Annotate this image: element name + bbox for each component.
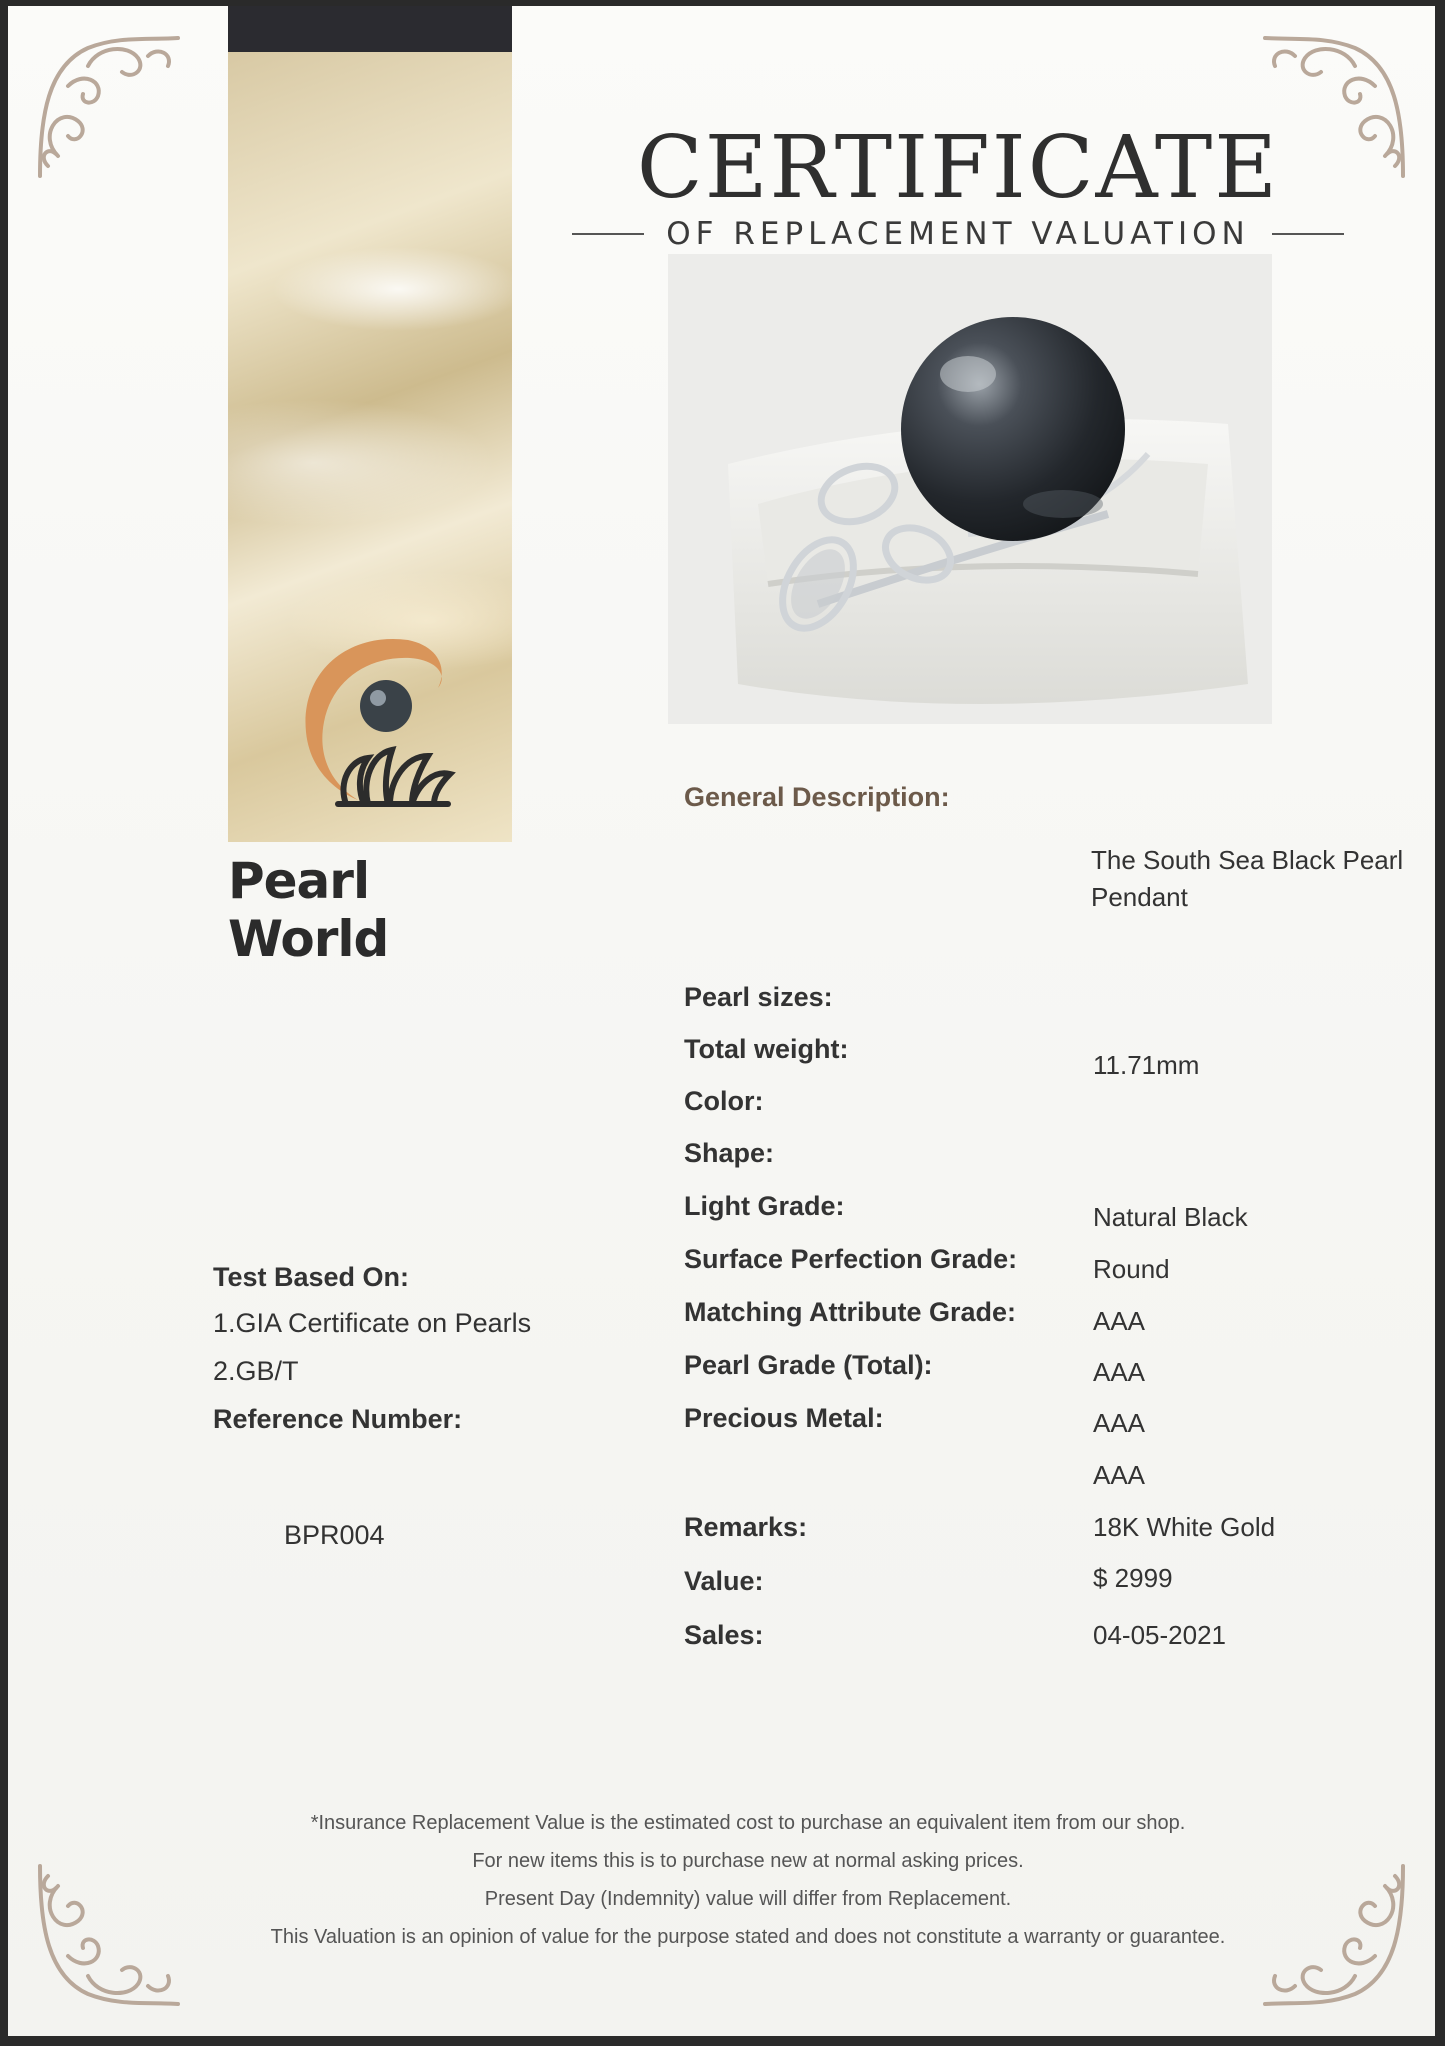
label-pearl-grade-total: Pearl Grade (Total): [684,1350,933,1380]
certificate-subtitle: OF REPLACEMENT VALUATION [666,216,1250,252]
pearl-world-logo-icon [288,632,458,822]
label-value: Value: [684,1566,764,1596]
divider [1272,233,1344,235]
label-color: Color: [684,1086,764,1116]
value-color: Natural Black [1093,1202,1248,1232]
value-grade-4: AAA [1093,1460,1146,1490]
label-light-grade: Light Grade: [684,1191,845,1221]
general-description-heading: General Description: [684,782,950,812]
label-surface-grade: Surface Perfection Grade: [684,1244,1018,1274]
certificate-page [8,6,1435,2036]
reference-number-heading: Reference Number: [213,1404,463,1434]
label-precious-metal: Precious Metal: [684,1403,884,1433]
test-item-1: 1.GIA Certificate on Pearls [213,1308,532,1338]
label-total-weight: Total weight: [684,1034,849,1064]
disclaimer [158,1804,1338,1956]
product-photo [668,254,1272,724]
value-metal: 18K White Gold [1093,1512,1276,1542]
disclaimer-line: *Insurance Replacement Value is the estimated cost to purchase an equivalent item from our shop. [310,1812,1186,1834]
label-sales: Sales: [684,1620,764,1650]
label-shape: Shape: [684,1138,775,1168]
general-description-text: The South Sea Black Pearl Pendant [1091,845,1404,912]
certificate-title: CERTIFICATE [636,118,1280,218]
label-remarks: Remarks: [684,1512,808,1542]
value-price: $ 2999 [1093,1563,1173,1593]
brand-name: Pearl World [228,852,389,968]
banner-top-strip [228,6,512,52]
value-grade-1: AAA [1093,1306,1146,1336]
value-size: 11.71mm [1093,1050,1200,1080]
divider [572,233,644,235]
reference-number-value: BPR004 [284,1520,385,1550]
corner-ornament-top-left-icon [28,26,188,186]
disclaimer-line: For new items this is to purchase new at normal asking prices. [472,1850,1024,1872]
test-based-on-heading: Test Based On: [213,1262,410,1292]
label-pearl-sizes: Pearl sizes: [684,982,833,1012]
disclaimer-line: Present Day (Indemnity) value will differ from Replacement. [484,1888,1012,1910]
value-date: 04-05-2021 [1093,1620,1226,1650]
brand-banner [228,52,512,842]
label-matching-grade: Matching Attribute Grade: [684,1297,1017,1327]
value-grade-2: AAA [1093,1357,1146,1387]
value-shape: Round [1093,1254,1170,1284]
disclaimer-line: This Valuation is an opinion of value for the purpose stated and does not constitute a warranty or guarantee. [270,1926,1226,1948]
value-grade-3: AAA [1093,1408,1146,1438]
subtitle-row [568,214,1348,254]
test-item-2: 2.GB/T [213,1356,299,1386]
